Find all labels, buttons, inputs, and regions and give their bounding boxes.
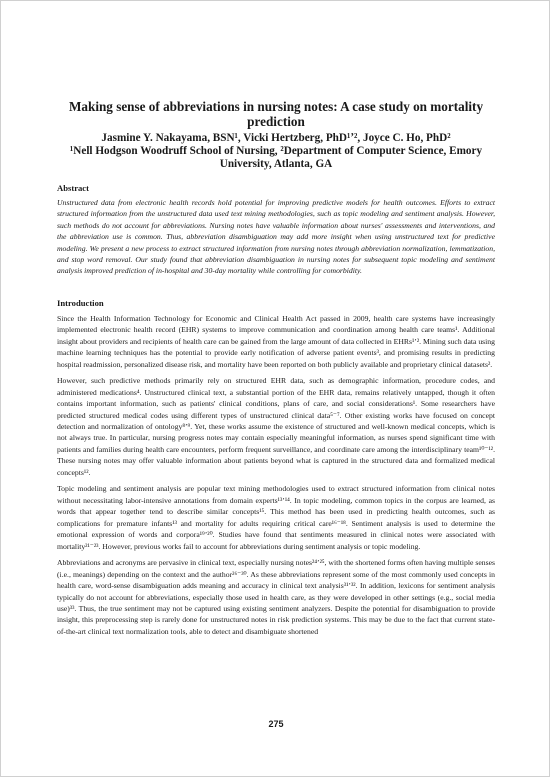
author-block xyxy=(57,132,495,170)
abstract-paragraph: Unstructured data from electronic health records hold potential for improving predictive models for health outcomes. Efforts to extract structured information from the unstructured data used text mining methodologies, such as topic modeling and sentiment analysis. However, such methods do not account for abbreviations. Nursing notes have valuable information about nurses' assessments and interventions, and the abbreviation use is common. Thus, abbreviation disambiguation may add more insight when using unstructured text for predictive modeling. We present a new process to extract structured information from nursing notes through abbreviation normalization, lemmatization, and stop word removal. Our study found that abbreviation disambiguation in nursing notes for subsequent topic modeling and sentiment analysis improved prediction of in-hospital and 30-day mortality while controlling for comorbidity. xyxy=(57,198,495,276)
body-paragraph: Topic modeling and sentiment analysis are popular text mining methodologies used to extract structured information from clinical notes without necessitating labor-intensive annotations from domain experts¹³ʼ¹⁴. In topic modeling, common topics in the corpus are learned, as words that appear together tend to describe similar concepts¹⁵. This method has been used in predicting health outcomes, such as complications for premature infants¹³ and mortality for adults requiring critical care¹⁶⁻¹⁸. Sentiment analysis is used to determine the emotional expression of words and corpora¹⁹ʼ²⁰. Studies have found that sentiments measured in clinical notes were associated with mortality²¹⁻²³. However, previous works fail to account for abbreviations during sentiment analysis or topic modeling. xyxy=(57,484,495,551)
abstract-heading: Abstract xyxy=(57,183,89,193)
introduction-body xyxy=(57,313,495,643)
page-number: 275 xyxy=(268,719,284,729)
abstract-text xyxy=(57,197,495,277)
body-paragraph: Abbreviations and acronyms are pervasive in clinical text, especially nursing notes²⁴ʼ²⁵, with the shortened forms often having multiple senses (i.e., meanings) depending on the context and the author²⁶⁻³⁰. As these abbreviations represent some of the most commonly used concepts in health care, word-sense disambiguation adds meaning and accuracy in clinical text analysis³¹ʼ³². In addition, lexicons for sentiment analysis typically do not account for abbreviations, especially those used in health care, as they were developed in other settings (e.g., social media use)³³. Thus, the true sentiment may not be captured using existing sentiment analyzers. Despite the potential for disambiguation to provide insight, this preprocessing step is rarely done for unstructured notes in risk prediction systems. This may be due to the fact that current state-of-the-art clinical text normalization tools, able to detect and disambiguate shortened xyxy=(57,558,495,636)
affiliation-line: ¹Nell Hodgson Woodruff School of Nursing, ²Department of Computer Science, Emory University, Atlanta, GA xyxy=(69,144,483,170)
body-paragraph: However, such predictive methods primarily rely on structured EHR data, such as demographic information, procedure codes, and administered medications⁴. Unstructured clinical text, a substantial portion of the EHR data, remains relatively untapped, though it often contains important information, such as patients' clinical conditions, plans of care, and social considerations¹. Some researchers have predicted structured medical codes using different types of unstructured clinical data⁵⁻⁷. Other existing works have focused on concept detection and normalization of ontology⁸ʼ⁹. Yet, these works assume the existence of structured and well-known medical concepts, which is not always true. In particular, nursing progress notes may contain especially meaningful information, as nurses spend significant time with patients and families during health care encounters, perform frequent surveillance, and coordinate care among the interdisciplinary team¹⁰⁻¹². These nursing notes may offer valuable information about patients beyond what is captured in the structured data and formalized medical concepts¹². xyxy=(57,376,495,477)
authors-line: Jasmine Y. Nakayama, BSN¹, Vicki Hertzberg, PhD¹ʼ², Joyce C. Ho, PhD² xyxy=(101,132,451,144)
body-paragraph: Since the Health Information Technology for Economic and Clinical Health Act passed in 2009, health care systems have increasingly implemented electronic health record (EHR) systems to improve communication and coordination among health care teams¹. Additional insight about providers and recipients of health care can be gained from the large amount of data collected in EHRs¹ʼ². Mining such data using machine learning techniques has the potential to provide early notification of adverse patient events³, and promising results in predicting hospital readmission, personalized disease risk, and mortality have been reported on both publicly available and proprietary clinical datasets². xyxy=(57,314,495,369)
introduction-heading: Introduction xyxy=(57,298,104,308)
paper-title: Making sense of abbreviations in nursing notes: A case study on mortality prediction xyxy=(68,99,484,129)
